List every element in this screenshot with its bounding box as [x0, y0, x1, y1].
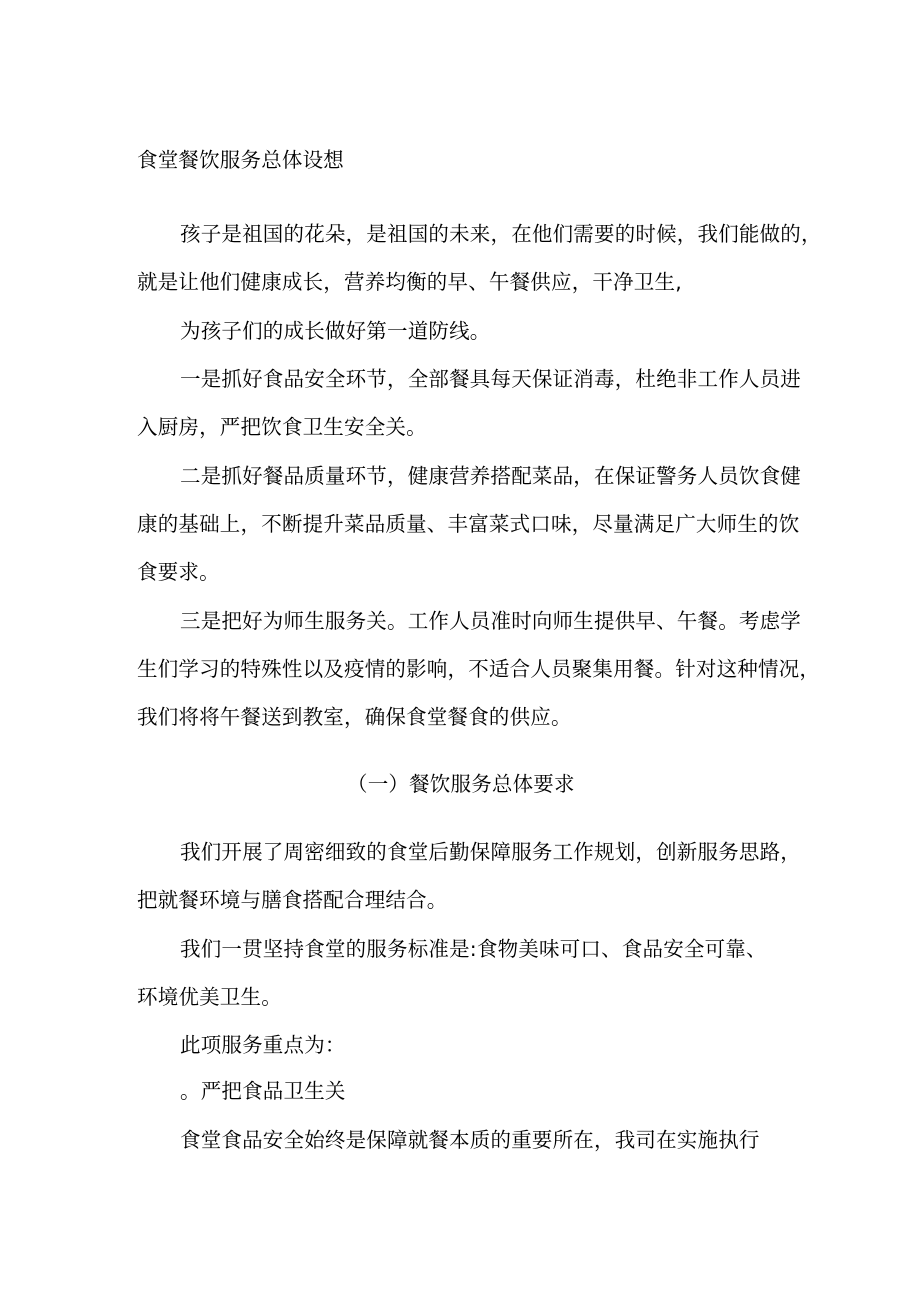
- point-three-line-3: 我们将将午餐送到教室，确保食堂餐食的供应。: [137, 705, 572, 729]
- closing-line: 食堂食品安全始终是保障就餐本质的重要所在，我司在实施执行: [180, 1128, 760, 1152]
- point-one-line-1: 一是抓好食品安全环节，全部餐具每天保证消毒，杜绝非工作人员进: [180, 367, 801, 391]
- point-three-line-2: 生们学习的特殊性以及疫情的影响，不适合人员聚集用餐。针对这种情况，: [137, 657, 821, 681]
- focus-item: 。严把食品卫生关: [180, 1079, 346, 1103]
- focus-label: 此项服务重点为：: [180, 1033, 346, 1057]
- section-para-1-line-2: 把就餐环境与膳食搭配合理结合。: [137, 888, 448, 912]
- intro-line-1: 孩子是祖国的花朵，是祖国的未来，在他们需要的时候，我们能做的，: [180, 222, 822, 246]
- document-title: 食堂餐饮服务总体设想: [137, 148, 344, 172]
- section-para-1-line-1: 我们开展了周密细致的食堂后勤保障服务工作规划，创新服务思路，: [180, 840, 801, 864]
- point-one-line-2: 入厨房，严把饮食卫生安全关。: [137, 415, 427, 439]
- section-para-2-line-1: 我们一贯坚持食堂的服务标准是:食物美味可口、食品安全可靠、: [180, 937, 767, 961]
- intro-line-2: 就是让他们健康成长，营养均衡的早、午餐供应，干净卫生,: [137, 270, 682, 294]
- section-heading: （一）餐饮服务总体要求: [347, 772, 575, 796]
- point-two-line-3: 食要求。: [137, 560, 220, 584]
- point-three-line-1: 三是把好为师生服务关。工作人员准时向师生提供早、午餐。考虑学: [180, 609, 801, 633]
- section-para-2-line-2: 环境优美卫生。: [137, 985, 282, 1009]
- point-two-line-1: 二是抓好餐品质量环节，健康营养搭配菜品，在保证警务人员饮食健: [180, 464, 801, 488]
- point-two-line-2: 康的基础上，不断提升菜品质量、丰富菜式口味，尽量满足广大师生的饮: [137, 512, 800, 536]
- intro-line-3: 为孩子们的成长做好第一道防线。: [180, 319, 491, 343]
